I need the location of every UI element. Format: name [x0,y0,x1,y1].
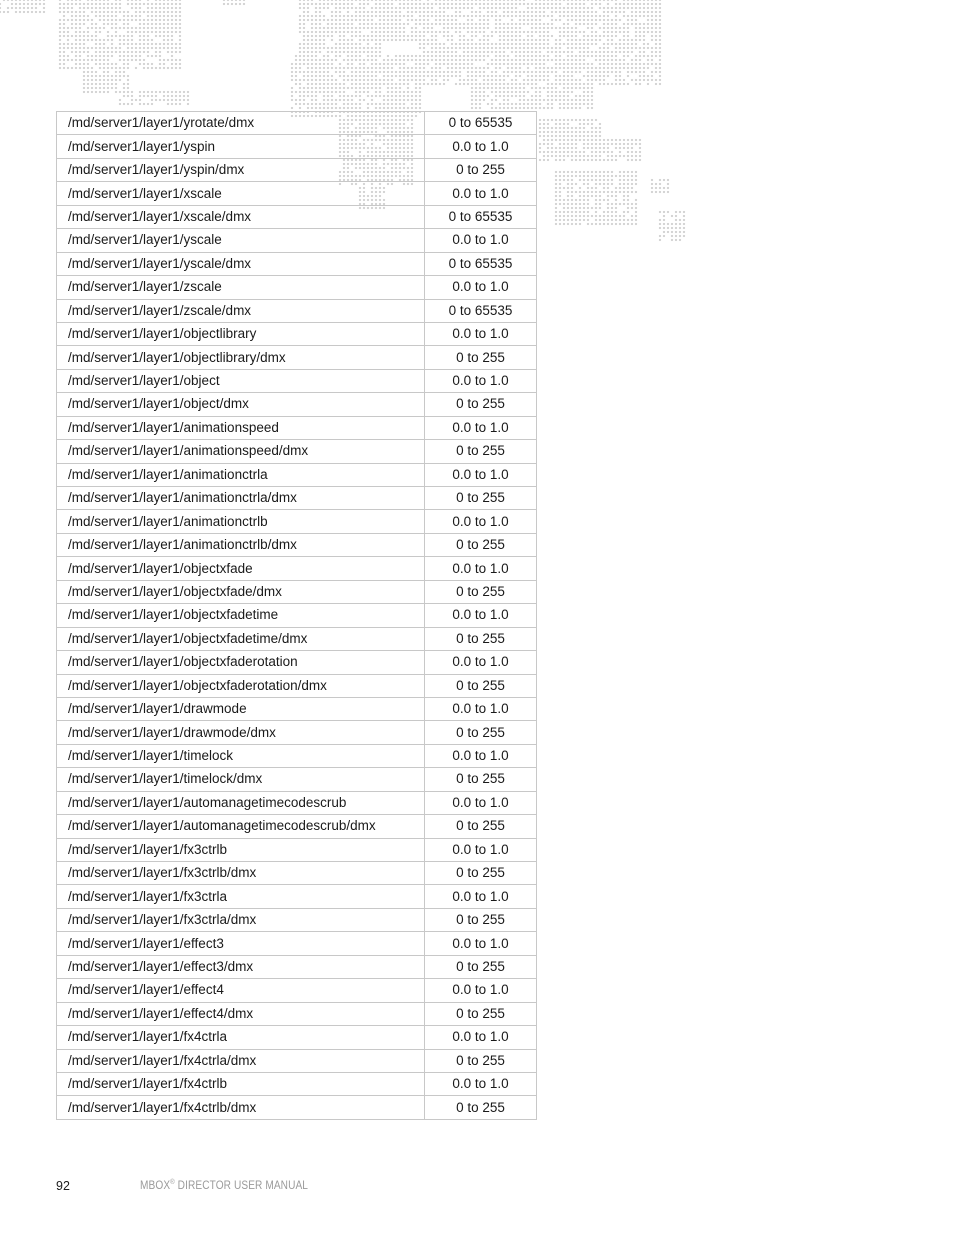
address-cell: /md/server1/layer1/fx3ctrla [57,885,425,908]
table-row [57,252,537,275]
address-cell: /md/server1/layer1/fx4ctrla/dmx [57,1049,425,1072]
table-row [57,229,537,252]
table-row [57,744,537,767]
table-row [57,604,537,627]
address-cell: /md/server1/layer1/animationspeed/dmx [57,440,425,463]
range-cell: 0 to 255 [425,393,537,416]
address-cell: /md/server1/layer1/effect4/dmx [57,1002,425,1025]
range-cell: 0.0 to 1.0 [425,744,537,767]
table-row [57,1002,537,1025]
table-row [57,346,537,369]
address-cell: /md/server1/layer1/objectxfaderotation/dmx [57,674,425,697]
range-cell: 0.0 to 1.0 [425,791,537,814]
address-cell: /md/server1/layer1/animationctrla [57,463,425,486]
address-cell: /md/server1/layer1/yspin/dmx [57,158,425,181]
table-row [57,557,537,580]
table-row [57,932,537,955]
table-row [57,721,537,744]
table-row [57,1049,537,1072]
address-cell: /md/server1/layer1/animationctrlb/dmx [57,533,425,556]
address-cell: /md/server1/layer1/object/dmx [57,393,425,416]
address-cell: /md/server1/layer1/fx4ctrla [57,1026,425,1049]
range-cell: 0 to 255 [425,862,537,885]
address-cell: /md/server1/layer1/effect3/dmx [57,955,425,978]
address-cell: /md/server1/layer1/objectxfadetime [57,604,425,627]
table-row [57,838,537,861]
range-cell: 0.0 to 1.0 [425,229,537,252]
range-cell: 0.0 to 1.0 [425,557,537,580]
range-cell: 0.0 to 1.0 [425,510,537,533]
address-cell: /md/server1/layer1/drawmode/dmx [57,721,425,744]
table-row [57,299,537,322]
table-row [57,791,537,814]
table-row [57,862,537,885]
range-cell: 0 to 255 [425,533,537,556]
table-row [57,112,537,135]
address-cell: /md/server1/layer1/timelock/dmx [57,768,425,791]
range-cell: 0.0 to 1.0 [425,463,537,486]
range-cell: 0.0 to 1.0 [425,838,537,861]
address-cell: /md/server1/layer1/yscale [57,229,425,252]
manual-title [140,1179,308,1192]
address-cell: /md/server1/layer1/objectxfadetime/dmx [57,627,425,650]
address-cell: /md/server1/layer1/fx3ctrlb/dmx [57,862,425,885]
range-cell: 0 to 255 [425,768,537,791]
table-row [57,674,537,697]
table-row [57,908,537,931]
table-row [57,955,537,978]
address-cell: /md/server1/layer1/fx4ctrlb [57,1072,425,1095]
range-cell: 0 to 255 [425,1096,537,1119]
osc-table-body [57,112,537,1120]
address-cell: /md/server1/layer1/fx4ctrlb/dmx [57,1096,425,1119]
range-cell: 0 to 255 [425,674,537,697]
table-row [57,487,537,510]
range-cell: 0.0 to 1.0 [425,369,537,392]
range-cell: 0 to 65535 [425,112,537,135]
address-cell: /md/server1/layer1/automanagetimecodescrub/dmx [57,815,425,838]
table-row [57,1026,537,1049]
range-cell: 0.0 to 1.0 [425,651,537,674]
range-cell: 0.0 to 1.0 [425,322,537,345]
address-cell: /md/server1/layer1/xscale [57,182,425,205]
table-row [57,463,537,486]
range-cell: 0 to 255 [425,908,537,931]
address-cell: /md/server1/layer1/effect3 [57,932,425,955]
range-cell: 0 to 65535 [425,299,537,322]
address-cell: /md/server1/layer1/object [57,369,425,392]
address-cell: /md/server1/layer1/yspin [57,135,425,158]
range-cell: 0 to 255 [425,158,537,181]
table-row [57,979,537,1002]
range-cell: 0 to 255 [425,1049,537,1072]
manual-title-suffix: DIRECTOR USER MANUAL [174,1180,309,1192]
table-row [57,627,537,650]
address-cell: /md/server1/layer1/animationspeed [57,416,425,439]
address-cell: /md/server1/layer1/objectxfade/dmx [57,580,425,603]
table-row [57,651,537,674]
address-cell: /md/server1/layer1/yscale/dmx [57,252,425,275]
address-cell: /md/server1/layer1/effect4 [57,979,425,1002]
table-row [57,135,537,158]
table-row [57,697,537,720]
table-row [57,580,537,603]
range-cell: 0 to 255 [425,440,537,463]
address-cell: /md/server1/layer1/xscale/dmx [57,205,425,228]
range-cell: 0.0 to 1.0 [425,182,537,205]
address-cell: /md/server1/layer1/automanagetimecodescrub [57,791,425,814]
table-row [57,1096,537,1119]
registered-mark: ® [170,1179,175,1186]
address-cell: /md/server1/layer1/animationctrlb [57,510,425,533]
address-cell: /md/server1/layer1/zscale [57,276,425,299]
range-cell: 0.0 to 1.0 [425,604,537,627]
address-cell: /md/server1/layer1/drawmode [57,697,425,720]
address-cell: /md/server1/layer1/objectxfade [57,557,425,580]
range-cell: 0.0 to 1.0 [425,1026,537,1049]
table-row [57,533,537,556]
table-row [57,885,537,908]
range-cell: 0 to 255 [425,721,537,744]
table-row [57,205,537,228]
range-cell: 0.0 to 1.0 [425,885,537,908]
table-row [57,768,537,791]
range-cell: 0.0 to 1.0 [425,416,537,439]
table-row [57,322,537,345]
address-cell: /md/server1/layer1/fx3ctrla/dmx [57,908,425,931]
range-cell: 0 to 65535 [425,205,537,228]
table-row [57,393,537,416]
osc-address-table [56,111,537,1120]
table-row [57,440,537,463]
address-cell: /md/server1/layer1/timelock [57,744,425,767]
table-row [57,182,537,205]
manual-title-prefix: MBOX [140,1180,171,1192]
table-row [57,369,537,392]
table-row [57,1072,537,1095]
range-cell: 0 to 255 [425,346,537,369]
range-cell: 0.0 to 1.0 [425,979,537,1002]
page-number: 92 [56,1179,70,1193]
address-cell: /md/server1/layer1/yrotate/dmx [57,112,425,135]
address-cell: /md/server1/layer1/fx3ctrlb [57,838,425,861]
range-cell: 0 to 255 [425,815,537,838]
range-cell: 0.0 to 1.0 [425,932,537,955]
table-row [57,158,537,181]
range-cell: 0 to 255 [425,955,537,978]
range-cell: 0.0 to 1.0 [425,276,537,299]
table-row [57,815,537,838]
range-cell: 0.0 to 1.0 [425,697,537,720]
range-cell: 0 to 65535 [425,252,537,275]
table-row [57,416,537,439]
address-cell: /md/server1/layer1/zscale/dmx [57,299,425,322]
range-cell: 0 to 255 [425,580,537,603]
address-cell: /md/server1/layer1/objectxfaderotation [57,651,425,674]
range-cell: 0 to 255 [425,1002,537,1025]
address-cell: /md/server1/layer1/animationctrla/dmx [57,487,425,510]
range-cell: 0.0 to 1.0 [425,1072,537,1095]
address-cell: /md/server1/layer1/objectlibrary/dmx [57,346,425,369]
address-cell: /md/server1/layer1/objectlibrary [57,322,425,345]
range-cell: 0 to 255 [425,487,537,510]
range-cell: 0 to 255 [425,627,537,650]
table-row [57,510,537,533]
table-row [57,276,537,299]
range-cell: 0.0 to 1.0 [425,135,537,158]
